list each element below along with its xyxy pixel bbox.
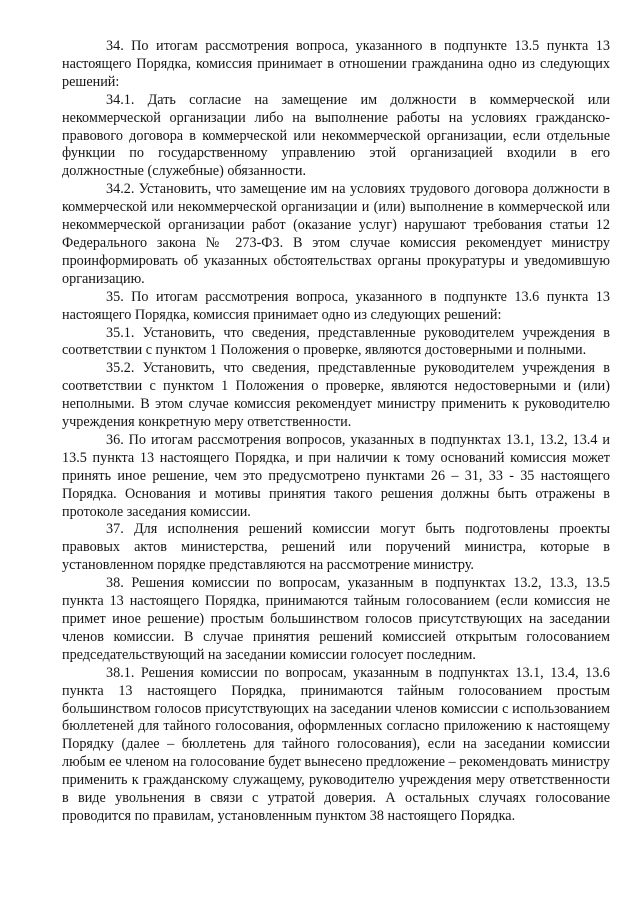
paragraph-37: 37. Для исполнения решений комиссии могут быть подготовлены проекты правовых актов министерства, решений или поручений министра, которые в установленном порядке представляются на рассмотрение министру.	[62, 521, 610, 574]
paragraph-34: 34. По итогам рассмотрения вопроса, указанного в подпункте 13.5 пункта 13 настоящего Порядка, комиссия принимает в отношении гражданина одно из следующих решений:	[62, 38, 610, 90]
paragraph-35: 35. По итогам рассмотрения вопроса, указанного в подпункте 13.6 пункта 13 настоящего Порядка, комиссия принимает одно из следующих решений:	[62, 288, 610, 323]
paragraph-38: 38. Решения комиссии по вопросам, указанным в подпунктах 13.2, 13.3, 13.5 пункта 13 настоящего Порядка, принимаются тайным голосованием (если комиссия не примет иное решение) простым большинством голосов присутствующих на заседании членов комиссии. В случае принятия решений комиссией открытым голосованием председательствующий на заседании комиссии голосует последним.	[62, 575, 610, 663]
paragraph-34-1: 34.1. Дать согласие на замещение им должности в коммерческой или некоммерческой организации либо на выполнение работы на условиях гражданско-правового договора в коммерческой или некоммерческой организации, если отдельные функции по государственному управлению этой организацией входили в его должностные (служебные) обязанности.	[62, 91, 610, 180]
paragraph-35-1: 35.1. Установить, что сведения, представленные руководителем учреждения в соответствии с пунктом 1 Положения о проверке, являются достоверными и полными.	[62, 324, 610, 359]
paragraph-35-2: 35.2. Установить, что сведения, представленные руководителем учреждения в соответствии с пунктом 1 Положения о проверке, являются недостоверными и (или) неполными. В этом случае комиссия рекомендует министру применить к руководителю учреждения конкретную меру ответственности.	[62, 360, 610, 431]
paragraph-38-1: 38.1. Решения комиссии по вопросам, указанным в подпунктах 13.1, 13.4, 13.6 пункта 13 настоящего Порядка, принимаются тайным голосованием простым большинством голосов присутствующих на заседании членов комиссии с использованием бюллетеней для тайного голосования, оформленных согласно приложению к настоящему Порядку (далее – бюллетень для тайного голосования), если на заседании комиссии любым ее членом на голосование будет вынесено предложение – рекомендовать министру применить к гражданскому служащему, руководителю учреждения меру ответственности в виде увольнения в связи с утратой доверия. А остальных случаях голосование проводится по правилам, установленным пунктом 38 настоящего Порядка.	[62, 664, 610, 824]
paragraph-34-2: 34.2. Установить, что замещение им на условиях трудового договора должности в коммерческой или некоммерческой организации и (или) выполнение в коммерческой или некоммерческой организации работ (оказание услуг) нарушают требования статьи 12 Федерального закона № 273-ФЗ. В этом случае комиссия рекомендует министру проинформировать об указанных обстоятельствах органы прокуратуры и уведомившую организацию.	[62, 181, 610, 287]
paragraph-36: 36. По итогам рассмотрения вопросов, указанных в подпунктах 13.1, 13.2, 13.4 и 13.5 пункта 13 настоящего Порядка, и при наличии к тому оснований комиссия может принять иное решение, чем это предусмотрено пунктами 26 – 31, 33 - 35 настоящего Порядка. Основания и мотивы принятия такого решения должны быть отражены в протоколе заседания комиссии.	[62, 431, 610, 520]
